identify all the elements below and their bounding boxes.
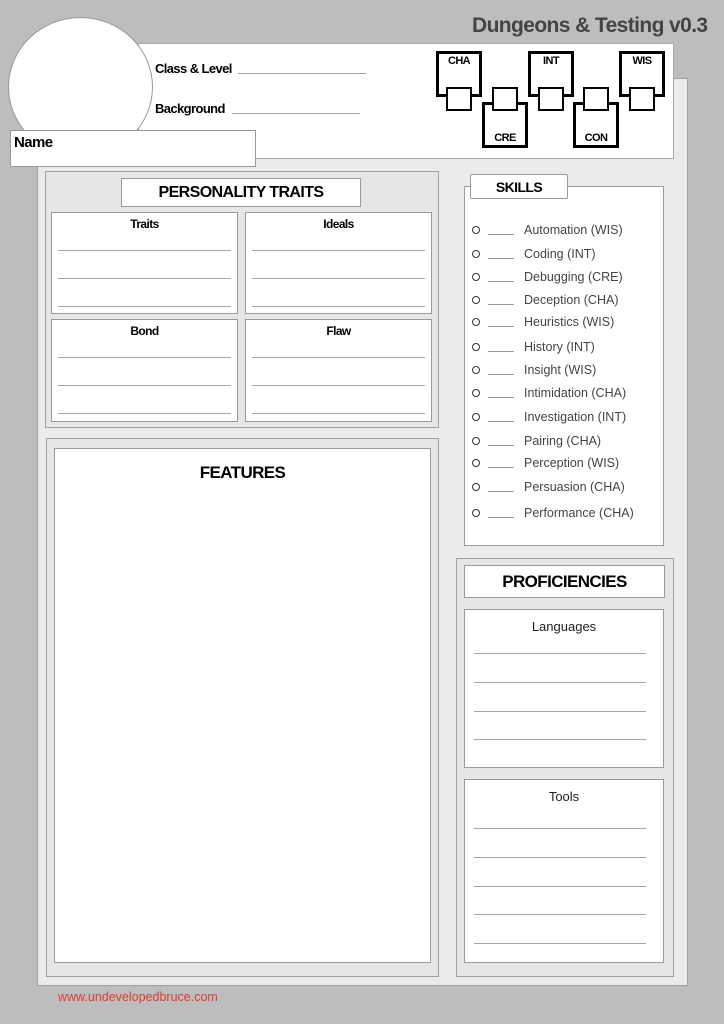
footer-link[interactable]: www.undevelopedbruce.com xyxy=(58,990,218,1004)
stat-int[interactable]: INT xyxy=(528,51,574,97)
stat-wis-mod[interactable] xyxy=(629,87,655,111)
skill-label: Debugging (CRE) xyxy=(524,270,623,284)
skill-label: Intimidation (CHA) xyxy=(524,386,627,400)
skill-row[interactable] xyxy=(472,410,626,424)
skill-row[interactable] xyxy=(472,363,596,377)
skill-label: Persuasion (CHA) xyxy=(524,480,625,494)
skill-modifier-field[interactable] xyxy=(488,421,514,422)
stat-con[interactable]: CON xyxy=(573,102,619,148)
proficiency-checkbox[interactable] xyxy=(472,250,480,258)
skill-modifier-field[interactable] xyxy=(488,326,514,327)
skill-modifier-field[interactable] xyxy=(488,397,514,398)
skill-row[interactable] xyxy=(472,434,601,448)
skill-modifier-field[interactable] xyxy=(488,445,514,446)
skill-row[interactable] xyxy=(472,315,614,329)
proficiency-checkbox[interactable] xyxy=(472,273,480,281)
skill-modifier-field[interactable] xyxy=(488,351,514,352)
skill-row[interactable] xyxy=(472,223,623,237)
proficiency-checkbox[interactable] xyxy=(472,483,480,491)
skill-modifier-field[interactable] xyxy=(488,234,514,235)
skill-label: Insight (WIS) xyxy=(524,363,597,377)
proficiency-checkbox[interactable] xyxy=(472,366,480,374)
skill-label: Pairing (CHA) xyxy=(524,434,602,448)
skill-label: Automation (WIS) xyxy=(524,223,623,237)
skill-modifier-field[interactable] xyxy=(488,491,514,492)
stat-wis[interactable]: WIS xyxy=(619,51,665,97)
languages-box[interactable] xyxy=(464,609,664,768)
skill-label: Performance (CHA) xyxy=(524,506,634,520)
proficiency-checkbox[interactable] xyxy=(472,509,480,517)
ideals-box[interactable]: Ideals xyxy=(245,212,432,314)
skills-title: SKILLS xyxy=(470,174,568,199)
proficiency-checkbox[interactable] xyxy=(472,437,480,445)
background-label: Background xyxy=(155,101,225,116)
skill-modifier-field[interactable] xyxy=(488,467,514,468)
stat-cre-mod[interactable] xyxy=(492,87,518,111)
proficiency-checkbox[interactable] xyxy=(472,459,480,467)
bond-box[interactable]: Bond xyxy=(51,319,238,422)
proficiencies-title: PROFICIENCIES xyxy=(464,565,665,598)
stat-int-mod[interactable] xyxy=(538,87,564,111)
skill-row[interactable] xyxy=(472,247,596,261)
features-box[interactable] xyxy=(54,448,431,963)
skill-modifier-field[interactable] xyxy=(488,304,514,305)
name-label: Name xyxy=(14,134,53,151)
features-title: FEATURES xyxy=(199,463,286,482)
stat-con-mod[interactable] xyxy=(583,87,609,111)
proficiency-checkbox[interactable] xyxy=(472,296,480,304)
skill-label: Perception (WIS) xyxy=(524,456,620,470)
personality-title: PERSONALITY TRAITS xyxy=(121,178,361,207)
skill-label: Deception (CHA) xyxy=(524,293,619,307)
proficiency-checkbox[interactable] xyxy=(472,389,480,397)
skill-modifier-field[interactable] xyxy=(488,258,514,259)
stat-cha-mod[interactable] xyxy=(446,87,472,111)
proficiency-checkbox[interactable] xyxy=(472,343,480,351)
background-field[interactable] xyxy=(232,113,360,114)
skill-modifier-field[interactable] xyxy=(488,517,514,518)
skill-row[interactable] xyxy=(472,480,625,494)
skill-row[interactable] xyxy=(472,506,634,520)
skill-row[interactable] xyxy=(472,386,626,400)
name-field[interactable] xyxy=(10,130,256,167)
skill-modifier-field[interactable] xyxy=(488,281,514,282)
flaw-box[interactable]: Flaw xyxy=(245,319,432,422)
proficiency-checkbox[interactable] xyxy=(472,413,480,421)
languages-label: Languages xyxy=(531,619,597,634)
skill-row[interactable] xyxy=(472,456,619,470)
skill-row[interactable] xyxy=(472,340,595,354)
skill-row[interactable] xyxy=(472,293,618,307)
skill-label: Investigation (INT) xyxy=(524,410,627,424)
class-level-field[interactable] xyxy=(238,73,366,74)
proficiency-checkbox[interactable] xyxy=(472,318,480,326)
skill-row[interactable] xyxy=(472,270,623,284)
skill-label: Coding (INT) xyxy=(524,247,596,261)
tools-label: Tools xyxy=(548,789,580,804)
skill-label: Heuristics (WIS) xyxy=(524,315,615,329)
tools-box[interactable] xyxy=(464,779,664,963)
skill-modifier-field[interactable] xyxy=(488,374,514,375)
stat-cha[interactable]: CHA xyxy=(436,51,482,97)
skill-label: History (INT) xyxy=(524,340,595,354)
sheet-title: Dungeons & Testing v0.3 xyxy=(472,14,708,37)
proficiency-checkbox[interactable] xyxy=(472,226,480,234)
stat-cre[interactable]: CRE xyxy=(482,102,528,148)
class-level-label: Class & Level xyxy=(155,61,232,76)
traits-box[interactable]: Traits xyxy=(51,212,238,314)
